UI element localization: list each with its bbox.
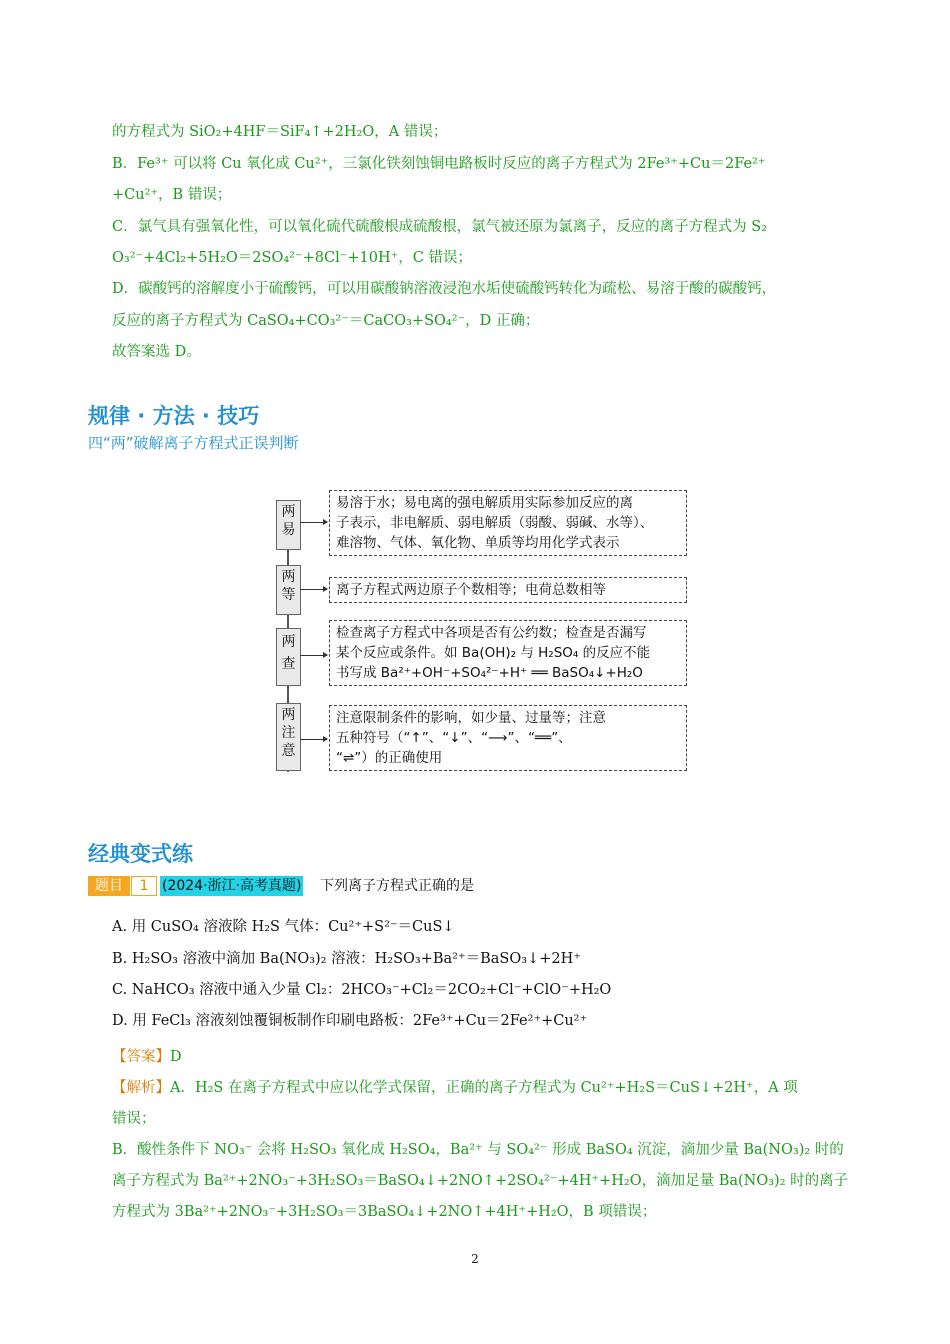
page-number: 2 bbox=[471, 1252, 479, 1266]
section-subtitle: 四“两”破解离子方程式正误判断 bbox=[88, 434, 299, 452]
question-stem: 下列离子方程式正确的是 bbox=[320, 878, 474, 894]
diagram-arrow bbox=[300, 522, 327, 523]
answer-value: D bbox=[170, 1049, 182, 1065]
explanation-line: C．氯气具有强氧化性，可以氧化硫代硫酸根成硫酸根，氯气被还原为氯离子，反应的离子方程式为 S₂ bbox=[112, 219, 767, 235]
diagram-label-liangyi: 两 易 bbox=[276, 500, 301, 550]
answer-line bbox=[112, 1047, 862, 1067]
explanation-line: B．Fe³⁺ 可以将 Cu 氧化成 Cu²⁺，三氯化铁刻蚀铜电路板时反应的离子方程式为 2Fe³⁺+Cu＝2Fe²⁺ bbox=[112, 156, 766, 172]
explanation-line: D．碳酸钙的溶解度小于硫酸钙，可以用碳酸钠溶液浸泡水垢使硫酸钙转化为疏松、易溶于酸的碳酸钙， bbox=[112, 281, 777, 297]
diagram-arrow bbox=[300, 739, 327, 740]
analysis-line: 错误； bbox=[112, 1111, 156, 1127]
option-c: C. NaHCO₃ 溶液中通入少量 Cl₂：2HCO₃⁻+Cl₂＝2CO₂+Cl⁻+ClO⁻+H₂O bbox=[112, 982, 612, 998]
analysis-line: 离子方程式为 Ba²⁺+2NO₃⁻+3H₂SO₃＝BaSO₄↓+2NO↑+2SO₄²⁻+4H⁺+H₂O，滴加足量 Ba(NO₃)₂ 时的离子 bbox=[112, 1173, 849, 1189]
explanation-line: +Cu²⁺，B 错误； bbox=[112, 187, 232, 203]
diagram-label-liangzhuyi: 两 注 意 bbox=[276, 703, 301, 771]
diagram-text-liangyi: 易溶于水；易电离的强电解质用实际参加反应的离 子表示，非电解质、弱电解质（弱酸、弱碱、水等）、 难溶物、气体、氧化物、单质等均用化学式表示 bbox=[329, 490, 687, 556]
analysis-line: B．酸性条件下 NO₃⁻ 会将 H₂SO₃ 氧化成 H₂SO₄，Ba²⁺ 与 SO₄²⁻ 形成 BaSO₄ 沉淀，滴加少量 Ba(NO₃)₂ 时的 bbox=[112, 1142, 844, 1158]
answer-label: 【答案】 bbox=[112, 1049, 170, 1065]
explanation-line: O₃²⁻+4Cl₂+5H₂O＝2SO₄²⁻+8Cl⁻+10H⁺，C 错误； bbox=[112, 250, 472, 266]
diagram-text-liangzhuyi: 注意限制条件的影响，如少量、过量等；注意 五种符号（“↑”、“↓”、“⟶”、“══”、 “⇌”）的正确使用 bbox=[329, 705, 687, 771]
explanation-line: 的方程式为 SiO₂+4HF＝SiF₄↑+2H₂O，A 错误； bbox=[112, 124, 448, 140]
question-tag: 题目 bbox=[88, 876, 130, 896]
section-title-rules: 规律 · 方法 · 技巧 bbox=[88, 404, 260, 428]
diagram-arrow bbox=[300, 655, 327, 656]
option-d: D. 用 FeCl₃ 溶液刻蚀覆铜板制作印刷电路板：2Fe³⁺+Cu＝2Fe²⁺+Cu²⁺ bbox=[112, 1013, 588, 1029]
diagram-arrow bbox=[300, 589, 327, 590]
section-title-practice: 经典变式练 bbox=[88, 842, 193, 866]
diagram-text-liangdeng: 离子方程式两边原子个数相等；电荷总数相等 bbox=[329, 577, 687, 603]
diagram-label-liangdeng: 两 等 bbox=[276, 565, 301, 615]
question-number: 1 bbox=[131, 876, 157, 896]
analysis-line: 【解析】A．H₂S 在离子方程式中应以化学式保留，正确的离子方程式为 Cu²⁺+H₂S＝CuS↓+2H⁺，A 项 bbox=[112, 1080, 798, 1096]
analysis-label: 【解析】 bbox=[112, 1080, 170, 1096]
analysis-line: 方程式为 3Ba²⁺+2NO₃⁻+3H₂SO₃＝3BaSO₄↓+2NO↑+4H⁺+H₂O，B 项错误； bbox=[112, 1204, 657, 1220]
explanation-line: 故答案选 D。 bbox=[112, 344, 201, 360]
diagram-text-liangcha: 检查离子方程式中各项是否有公约数；检查是否漏写 某个反应或条件。如 Ba(OH)₂ 与 H₂SO₄ 的反应不能 书写成 Ba²⁺+OH⁻+SO₄²⁻+H⁺ ══ BaSO₄↓+H₂O bbox=[329, 620, 687, 686]
question-source: (2024·浙江·高考真题) bbox=[162, 878, 302, 894]
diagram-label-liangcha: 两 查 bbox=[276, 628, 301, 686]
option-b: B. H₂SO₃ 溶液中滴加 Ba(NO₃)₂ 溶液：H₂SO₃+Ba²⁺＝BaSO₃↓+2H⁺ bbox=[112, 951, 581, 967]
option-a: A. 用 CuSO₄ 溶液除 H₂S 气体：Cu²⁺+S²⁻＝CuS↓ bbox=[112, 919, 455, 935]
explanation-line: 反应的离子方程式为 CaSO₄+CO₃²⁻＝CaCO₃+SO₄²⁻，D 正确； bbox=[112, 313, 540, 329]
